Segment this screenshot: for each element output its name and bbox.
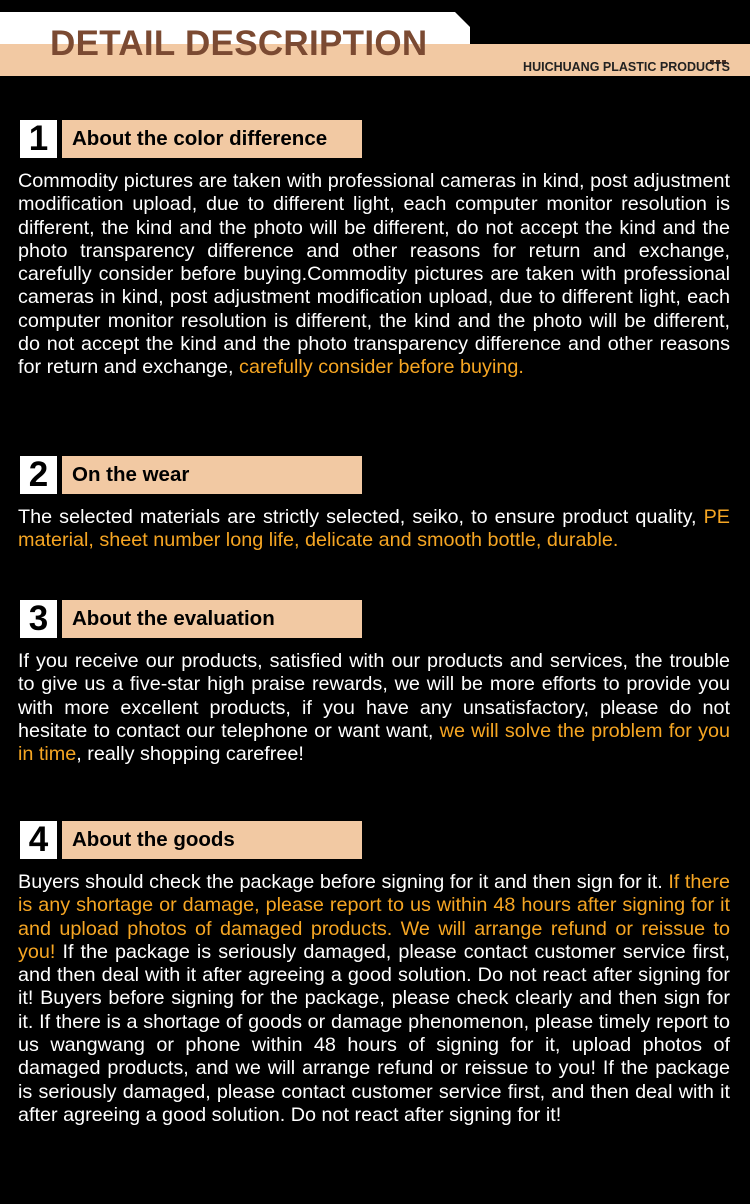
section-number: 2 (20, 456, 57, 494)
section-number: 1 (20, 120, 57, 158)
section-number: 3 (20, 600, 57, 638)
highlight-text: carefully consider before buying. (239, 356, 524, 379)
section-number: 4 (20, 821, 57, 859)
body-text-end: If the package is seriously damaged, please contact customer service first, and then deal with it after agreeing a good solution. Do not react after signing for it! Buyers before signing for the package, please check clearly and then sign for it. If there is a shortage of goods or damage phenomenon, please timely report to us wangwang or phone within 48 hours of signing for it, upload photos of damaged products, and we will arrange refund or reissue to you! If the package is seriously damaged, please contact customer service first, and then deal with it after agreeing a good solution. Do not react after signing for it! (18, 940, 730, 1126)
body-text: Commodity pictures are taken with professional cameras in kind, post adjustment modification upload, due to different light, each computer monitor resolution is different, the kind and the photo will be different, do not accept the kind and the photo transparency difference and other reasons for return and exchange, carefully consider before buying.Commodity pictures are taken with professional cameras in kind, post adjustment modification upload, due to different light, each computer monitor resolution is different, the kind and the photo will be different, do not accept the kind and the photo transparency difference and other reasons for return and exchange, (18, 170, 730, 379)
section-header (18, 600, 730, 640)
section-body (18, 506, 730, 553)
section-body (18, 650, 730, 766)
section-color-difference (18, 120, 730, 380)
section-title: About the goods (62, 821, 362, 859)
section-title: About the color difference (62, 120, 362, 158)
section-body (18, 170, 730, 380)
section-title: About the evaluation (62, 600, 362, 638)
section-title: On the wear (62, 456, 362, 494)
section-goods (18, 821, 730, 1127)
highlight-text: If there is any shortage or damage, please report to us within 48 hours after signing for it and upload photos of damaged products. We will arrange refund or reissue to you! (18, 871, 730, 963)
section-evaluation (18, 600, 730, 766)
section-wear (18, 456, 730, 553)
section-body (18, 871, 730, 1127)
body-text: If you receive our products, satisfied with our products and services, the trouble to give us a five-star high praise rewards, we will be more efforts to provide you with more excellent products, if you have any unsatisfactory, please do not hesitate to contact our telephone or want want, (18, 650, 730, 742)
decorative-dots-icon (710, 51, 728, 55)
section-header (18, 456, 730, 496)
section-header (18, 821, 730, 861)
body-text: The selected materials are strictly selected, seiko, to ensure product quality, (18, 506, 704, 528)
page-title: DETAIL DESCRIPTION (50, 24, 428, 63)
body-text-end: , really shopping carefree! (76, 743, 304, 766)
body-text: Buyers should check the package before signing for it and then sign for it. (18, 871, 669, 893)
highlight-text: we will solve the problem for you in time (18, 719, 730, 766)
brand-name: HUICHUANG PLASTIC PRODUCTS (523, 60, 730, 74)
section-header (18, 120, 730, 160)
highlight-text: PE material, sheet number long life, delicate and smooth bottle, durable. (18, 506, 730, 552)
header-banner (0, 0, 750, 80)
